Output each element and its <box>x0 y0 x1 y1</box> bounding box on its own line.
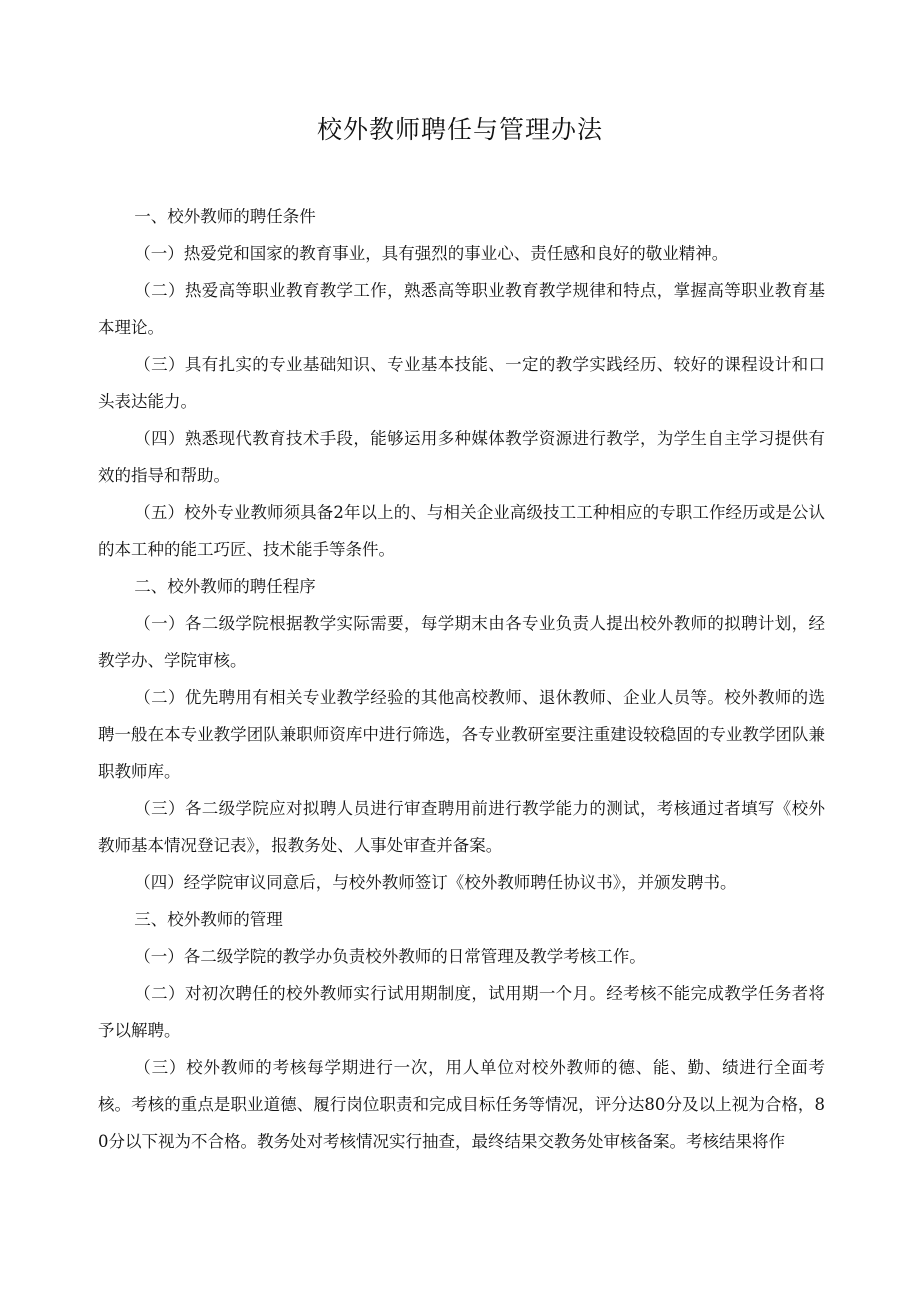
paragraph: （一）热爱党和国家的教育事业，具有强烈的事业心、责任感和良好的敬业精神。 <box>134 244 729 263</box>
paragraph: （一）各二级学院根据教学实际需要，每学期末由各专业负责人提出校外教师的拟聘计划，经教学办、学院审核。 <box>98 614 825 670</box>
section-heading-2: 二、校外教师的聘任程序 <box>134 577 316 596</box>
paragraph: （三）具有扎实的专业基础知识、专业基本技能、一定的教学实践经历、较好的课程设计和口头表达能力。 <box>98 355 825 411</box>
section-heading-3: 三、校外教师的管理 <box>134 910 283 929</box>
paragraph: （四）熟悉现代教育技术手段，能够运用多种媒体教学资源进行教学，为学生自主学习提供有效的指导和帮助。 <box>98 429 825 485</box>
paragraph: （三）校外教师的考核每学期进行一次，用人单位对校外教师的德、能、勤、绩进行全面考核。考核的重点是职业道德、履行岗位职责和完成目标任务等情况，评分达80分及以上视为合格，80分以下视为不合格。教务处对考核情况实行抽查，最终结果交教务处审核备案。考核结果将作 <box>98 1058 825 1151</box>
paragraph: （二）优先聘用有相关专业教学经验的其他高校教师、退休教师、企业人员等。校外教师的选聘一般在本专业教学团队兼职师资库中进行筛选，各专业教研室要注重建设较稳固的专业教学团队兼职教师库。 <box>98 688 825 781</box>
section-heading-1: 一、校外教师的聘任条件 <box>134 207 316 226</box>
paragraph: （五）校外专业教师须具备2年以上的、与相关企业高级技工工种相应的专职工作经历或是公认的本工种的能工巧匠、技术能手等条件。 <box>98 503 825 559</box>
paragraph: （四）经学院审议同意后，与校外教师签订《校外教师聘任协议书》，并颁发聘书。 <box>134 873 737 892</box>
document-title: 校外教师聘任与管理办法 <box>316 115 603 144</box>
paragraph: （三）各二级学院应对拟聘人员进行审查聘用前进行教学能力的测试，考核通过者填写《校外教师基本情况登记表》，报教务处、人事处审查并备案。 <box>98 799 825 855</box>
paragraph: （二）热爱高等职业教育教学工作，熟悉高等职业教育教学规律和特点，掌握高等职业教育基本理论。 <box>98 281 825 337</box>
paragraph: （二）对初次聘任的校外教师实行试用期制度，试用期一个月。经考核不能完成教学任务者将予以解聘。 <box>98 984 825 1040</box>
paragraph: （一）各二级学院的教学办负责校外教师的日常管理及教学考核工作。 <box>134 947 646 966</box>
document-body <box>98 198 825 1160</box>
